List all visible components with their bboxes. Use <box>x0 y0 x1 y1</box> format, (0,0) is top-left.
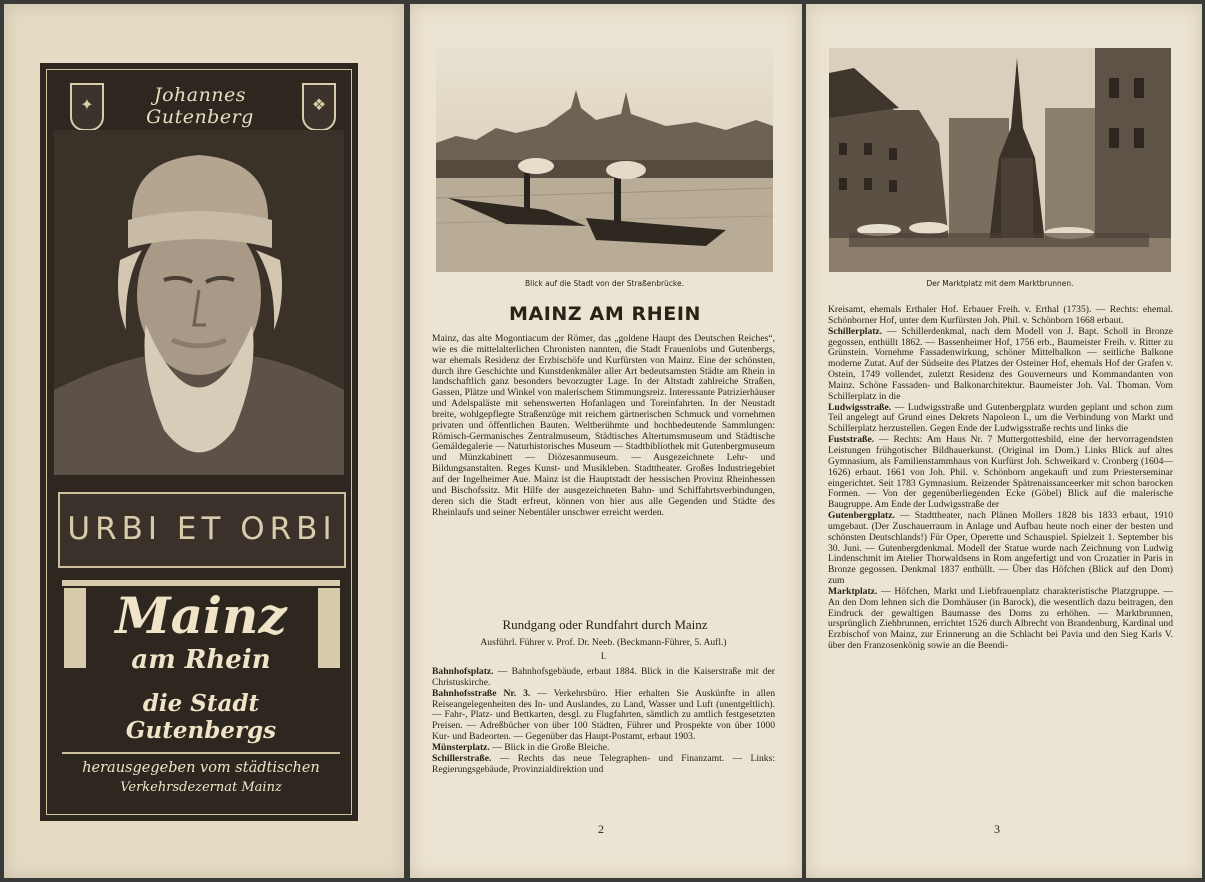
page-number-2: 2 <box>598 822 604 836</box>
entry-marktplatz <box>828 587 1173 652</box>
cover-title-river: am Rhein <box>131 645 271 675</box>
coat-of-arms-left-icon: ✦ <box>70 83 104 131</box>
entry-text: — Verkehrsbüro. Hier erhalten Sie Auskünfte in allen Reiseangelegenheiten des In- und Auslandes, zu Land, Wasser und Luft (unentgeltlich). — Fahr-, Platz- und Bettkarten, desgl. zu Flugfahrten, sämtlich zu amtlich festgesetzten Preisen. — Adreßbücher von über 100 Städten, Führer und Prospekte von über 1000 Kur- und Badeorten. — Gegenüber das Haupt-Postamt, erbaut 1903. <box>432 687 776 743</box>
entry-name: Marktplatz. <box>828 585 878 597</box>
guide-note: Ausführl. Führer v. Prof. Dr. Neeb. (Beckmann-Führer, 5. Aufl.) <box>480 637 727 648</box>
entry-text: — Bahnhofsgebäude, erbaut 1884. Blick in die Kaiserstraße mit der Christuskirche. <box>432 666 775 688</box>
cover-title-subtitle: die Stadt Gutenbergs <box>125 690 277 744</box>
entry-text: — Rechts das neue Telegraphen- und Finanzamt. — Links: Regierungsgebäude, Provinzialdirektion und <box>432 752 775 775</box>
entry-fuststrasse <box>828 435 1173 511</box>
entry-text: — Rechts: Am Haus Nr. 7 Muttergottesbild, eine der hervorragendsten Leistungen frühgotischer Bildhauerkunst. (Original im Dom.) Links Blick auf altes Gymnasium, als Familienstammhaus von Kurfürst Joh. Schweikard v. Cronberg (1604—1626) erbaut. 1661 von Joh. Phil. v. Schönborn angekauft und zum Priesterseminar eingerichtet. Seit 1783 Gymnasium. Reizender Spätrenaissanceerker mit schon barocken Formen. — Von der gegenüberliegenden Ecke (Göbel) Blick auf die malerische Baugruppe. Am Ende der Ludwigsstraße der <box>828 434 1173 511</box>
entry-name: Ludwigsstraße. <box>828 401 892 413</box>
entry-name: Schillerplatz. <box>828 325 883 337</box>
entry-name: Schillerstraße. <box>432 752 492 764</box>
publisher-line-2: Verkehrsdezernat Mainz <box>120 780 282 795</box>
photo-city-from-bridge <box>436 48 773 272</box>
gutenberg-portrait <box>54 130 344 475</box>
entry-schillerstrasse <box>432 754 775 776</box>
page-number-3: 3 <box>994 822 1000 836</box>
motto-text: URBI ET ORBI <box>67 511 337 547</box>
entry-gutenbergplatz <box>828 511 1173 587</box>
entry-name: Bahnhofsplatz. <box>432 666 494 677</box>
cover-header: Johannes Gutenberg <box>146 84 254 128</box>
entry-ludwigsstrasse <box>828 403 1173 436</box>
entry-schillerplatz <box>828 327 1173 403</box>
publisher-line-1: herausgegeben vom städtischen <box>82 760 320 776</box>
entry-name: Gutenbergplatz. <box>828 510 895 522</box>
photo-caption-marketplace: Der Marktplatz mit dem Marktbrunnen. <box>926 279 1074 288</box>
tour-subheading: Rundgang oder Rundfahrt durch Mainz <box>502 617 708 632</box>
entry-bahnhofsstrasse <box>432 689 775 743</box>
entry-name: Münsterplatz. <box>432 741 490 753</box>
entry-name: Bahnhofsstraße Nr. 3. <box>432 687 531 699</box>
section-number: I. <box>600 651 607 662</box>
entry-text: — Höfchen, Markt und Liebfrauenplatz charakteristische Platzgruppe. — An den Dom lehnen sich die Domhäuser (in Barock), die wesentlich dazu beitragen, den Eindruck der gewaltigen Baumasse des Doms zu erhöhen. — Marktbrunnen, ursprünglich Ziehbrunnen, errichtet 1526 durch Albrecht von Brandenburg, Kardinal und Erzbischof von Mainz, zur Erinnerung an die Schlacht bei Pavia und den Sieg Karls V. über den Franzosenkönig sowie an die Beendi- <box>828 585 1173 652</box>
cover-title-city: Mainz <box>115 586 287 645</box>
page-3-entries <box>828 305 1173 652</box>
entry-bahnhofsplatz <box>432 667 775 689</box>
entry-kreisamt <box>828 305 1173 327</box>
coat-of-arms-right-icon: ❖ <box>302 83 336 131</box>
entry-text: — Schillerdenkmal, nach dem Modell von J. Bapt. Scholl in Bronze gegossen, enthüllt 1862. — Bassenheimer Hof, 1756 erb., Baumeister Freih. v. Ritter zu Grünstein. Vornehme Fassadenwirkung, schöner Mittelbalkon — seitliche Balkone moderne Zutat. Auf der Südseite des Platzes der Osteiner Hof, ehemals Hof der Grafen v. Ostein, 1749 vollendet, zuletzt Residenz des Gouverneurs und Kommandanten von Mainz. Schöne Fassaden- und Balkonarchitektur. Baumeister Joh. Val. Thoman. Vom Schillerplatz in die <box>828 325 1173 402</box>
photo-caption-bridge: Blick auf die Stadt von der Straßenbrücke. <box>524 279 685 288</box>
photo-marketplace <box>829 48 1171 272</box>
motto-box <box>58 492 346 568</box>
page-2-entries <box>432 667 775 775</box>
intro-paragraph: Mainz, das alte Mogontiacum der Römer, das „goldene Haupt des Deutschen Reiches“, wie es die mittelalterlichen Chronisten nannten, die Stadt Frauenlobs und Gutenbergs, war ehemals Residenz der Erzbischöfe und Kurfürsten von Mainz. Eine der schönsten, durch ihre Geschichte und Kunstdenkmäler aller Art bedeutsamsten Städte am Rhein in landschaftlich ganz besonders bevorzugter Lage. In der Altstadt zahlreiche Straßen, Gassen, Plätze und Winkel von malerischem Stimmungsreiz. Interessante Patrizierhäuser und Adelspaläste mit sehenswerten Hofanlagen und Toreinfahrten. In der Neustadt breite, wohlgepflegte Straßenzüge mit reichem gärtnerischen Schmuck und vornehmen privaten und öffentlichen Bauten. Weltberühmte und hochbedeutende Sammlungen: Römisch-Germanisches Zentralmuseum, Städtisches Altertumsmuseum und Städtische Gemäldegalerie — Naturhistorisches Museum — Stadtbibliothek mit Gutenbergmuseum und Münzkabinett — Diözesanmuseum. — Ausgezeichnete Lehr- und Bildungsanstalten. Reges Kunst- und Musikleben. Stadttheater. Großes Industriegebiet auf der Ingelheimer Aue. Mainz ist die Hauptstadt der hessischen Provinz Rheinhessen und Bischofssitz. Mit Hilfe der ausgezeichneten Bahn- und Schiffahrtsverbindungen, deren sich die Stadt erfreut, können von hier aus alle Gegenden und Städte des Rheinlaufs und seiner Nebentäler unschwer erreicht werden. <box>432 333 775 518</box>
entry-name: Fuststraße. <box>828 434 875 446</box>
entry-text: — Ludwigsstraße und Gutenbergplatz wurden geplant und schon zum Teil angelegt auf Grund eines Dekrets Napoleon I., um die Verbindung von Markt und Schillerplatz herzustellen. Gegen Ende der Ludwigsstraße rechts und links die <box>828 401 1173 435</box>
entry-text: Kreisamt, ehemals Erthaler Hof. Erbauer Freih. v. Erthal (1735). — Rechts: ehemal. Schönborner Hof, unter dem Kurfürsten Joh. Phil. v. Schönborn 1668 erbaut. <box>828 304 1173 326</box>
entry-text: — Blick in die Große Bleiche. <box>489 741 610 753</box>
page-2-title: MAINZ AM RHEIN <box>508 303 702 325</box>
entry-text: — Stadttheater, nach Plänen Mollers 1828 bis 1833 erbaut, 1910 umgebaut. (Der Zuschauerraum in Anlage und Aufbau heute noch einer der besten und schönsten Deutschlands!) Für Oper, Operette und Schauspiel. Spielzeit 1. September bis 30. Juni. — Gutenbergdenkmal. Modell der Statue wurde nach Zeichnung von Ludwig Lindenschmit im Atelier Thorwaldsens in Rom angefertigt und von Crozatier in Paris in Bronze gegossen. Denkmal 1837 enthüllt. — Über das Höfchen (Blick auf den Dom) zum <box>828 510 1173 587</box>
